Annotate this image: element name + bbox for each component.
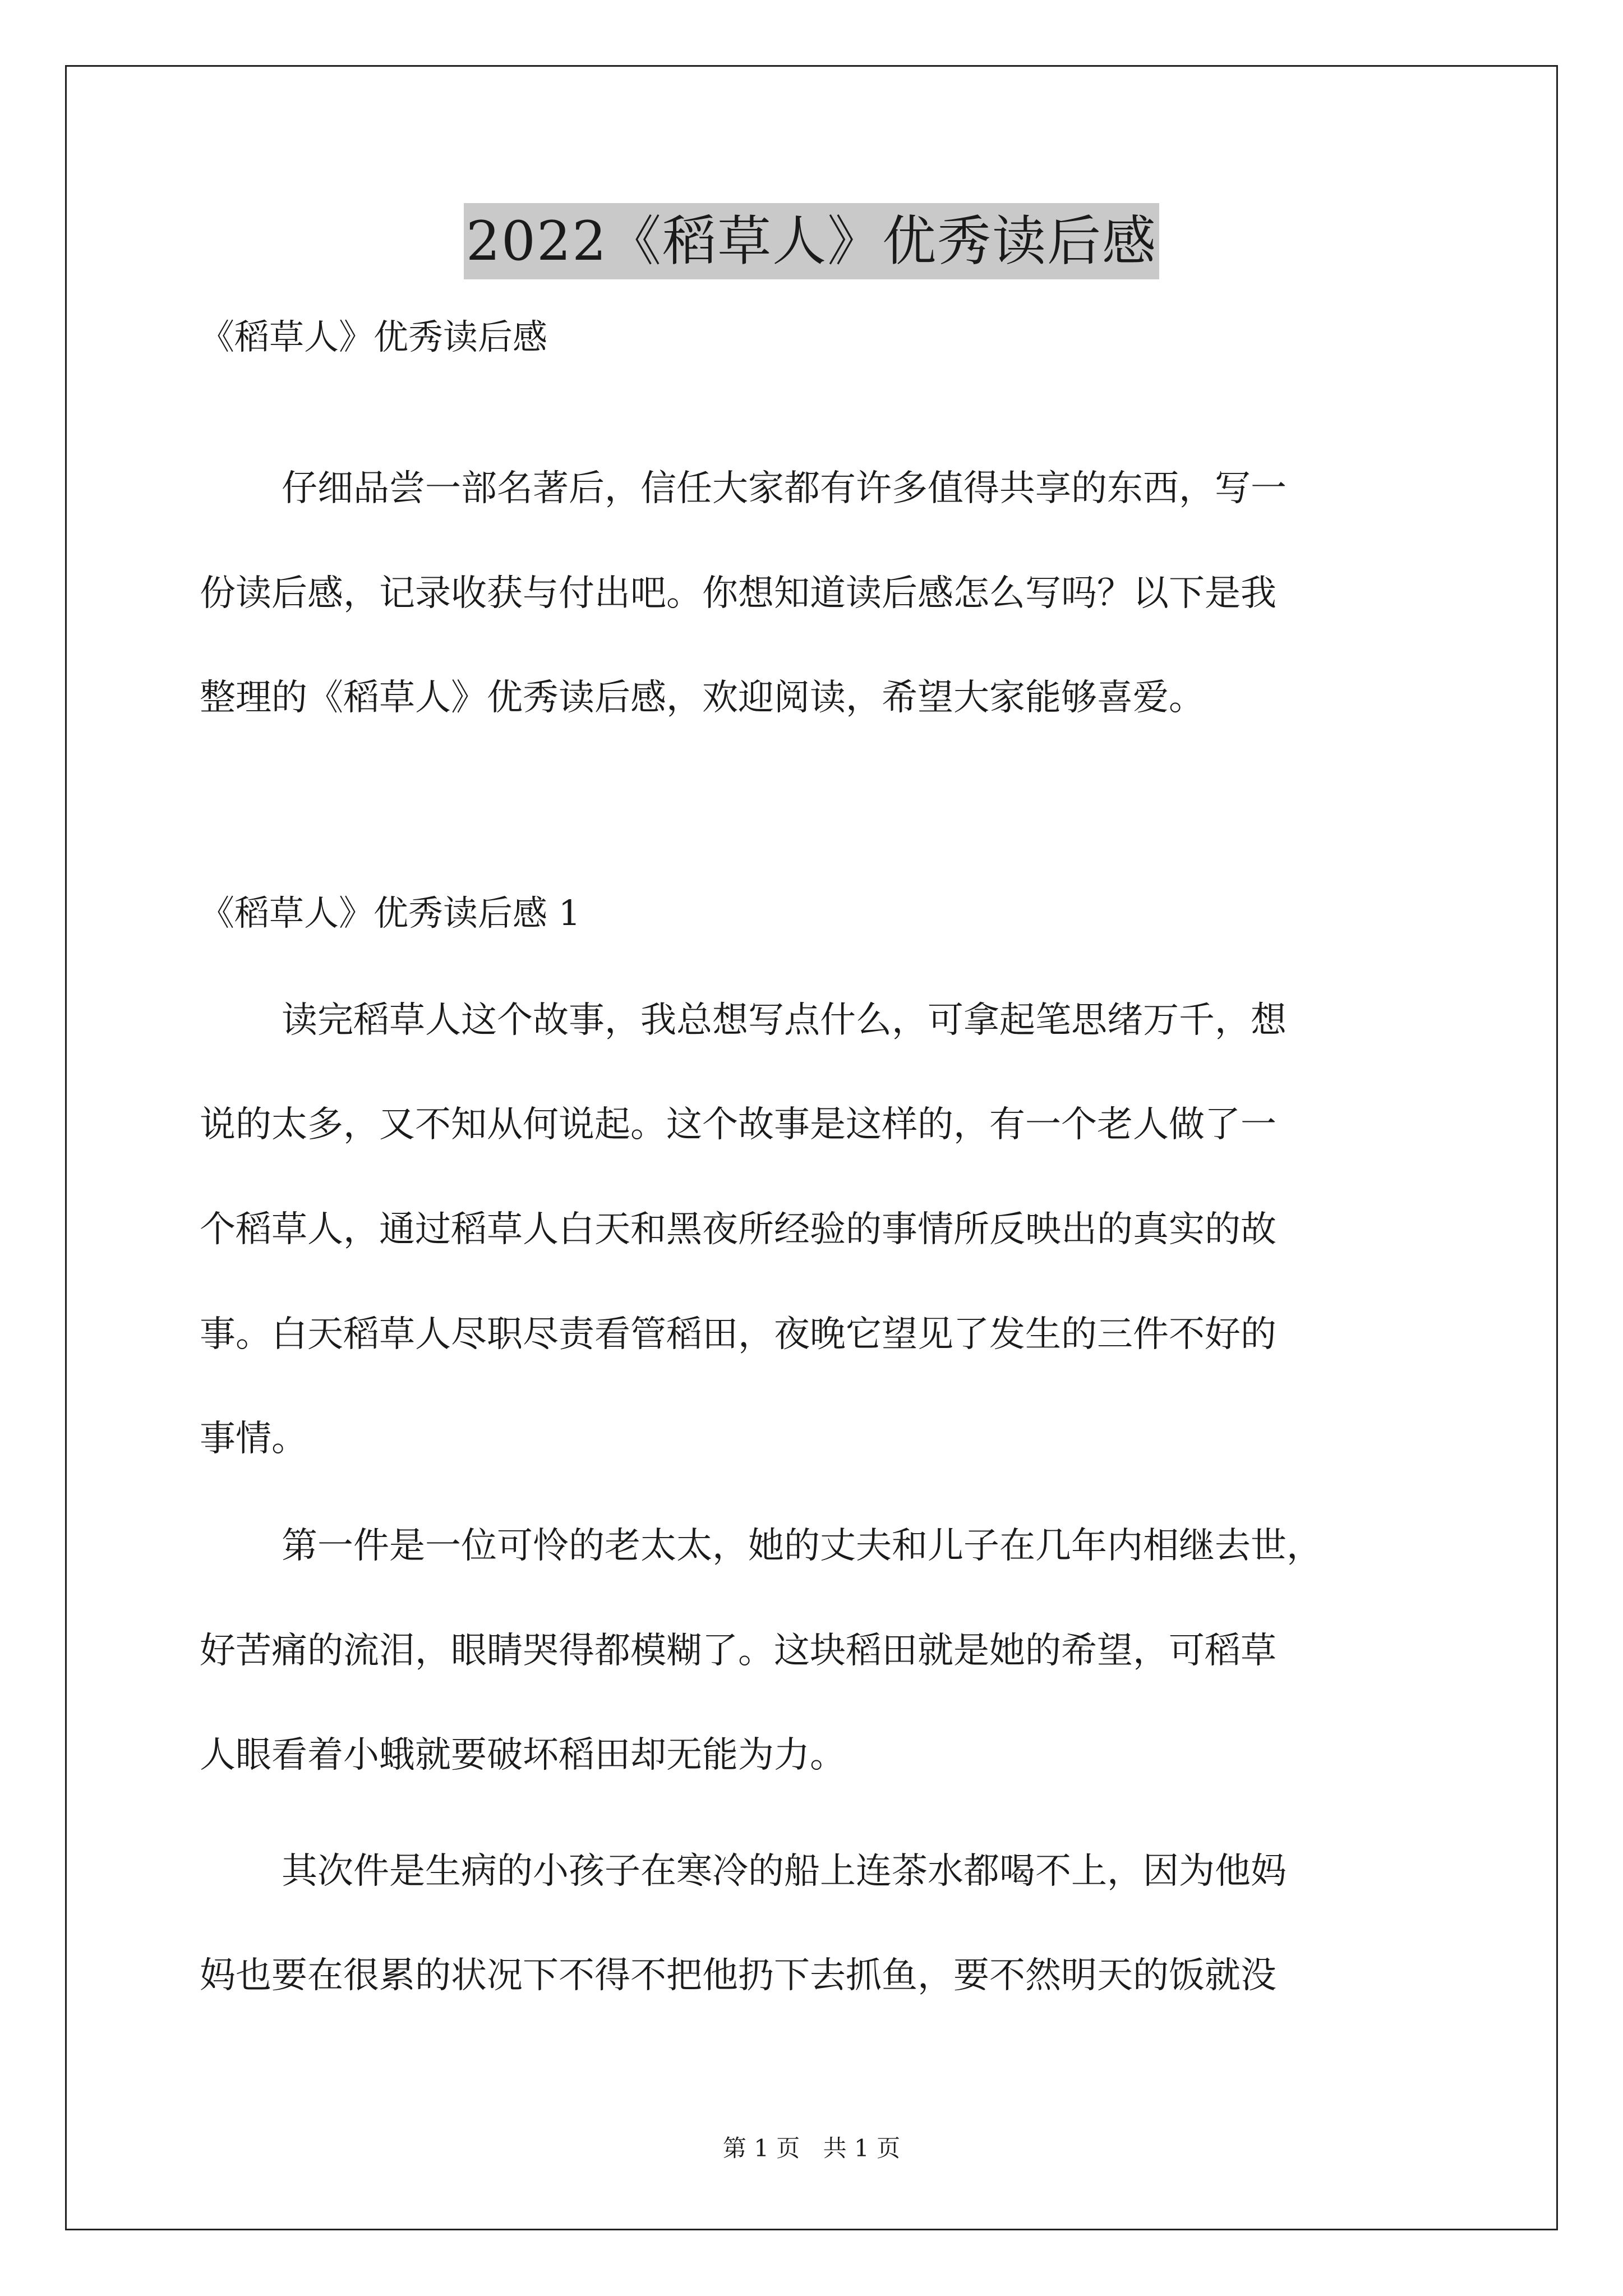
paragraph-line: 好苦痛的流泪，眼睛哭得都模糊了。这块稻田就是她的希望，可稻草 <box>200 1630 1276 1672</box>
paragraph-line: 其次件是生病的小孩子在寒冷的船上连茶水都喝不上，因为他妈 <box>282 1851 1287 1892</box>
paragraph-line: 第一件是一位可怜的老太太，她的丈夫和儿子在几年内相继去世， <box>282 1525 1322 1567</box>
page-number: 第 1 页 <box>722 2134 800 2162</box>
paragraph-line: 个稻草人，通过稻草人白天和黑夜所经验的事情所反映出的真实的故 <box>200 1209 1276 1250</box>
paragraph-line: 事情。 <box>200 1418 307 1460</box>
document-title: 2022《稻草人》优秀读后感 <box>464 203 1159 279</box>
intro-line: 整理的《稻草人》优秀读后感，欢迎阅读，希望大家能够喜爱。 <box>200 677 1205 719</box>
paragraph-line: 事。白天稻草人尽职尽责看管稻田，夜晚它望见了发生的三件不好的 <box>200 1314 1276 1355</box>
paragraph-line: 妈也要在很累的状况下不得不把他扔下去抓鱼，要不然明天的饭就没 <box>200 1955 1276 1996</box>
paragraph-line: 说的太多，又不知从何说起。这个故事是这样的，有一个老人做了一 <box>200 1104 1276 1145</box>
intro-line: 份读后感，记录收获与付出吧。你想知道读后感怎么写吗？以下是我 <box>200 573 1276 614</box>
intro-line: 仔细品尝一部名著后，信任大家都有许多值得共享的东西，写一 <box>282 468 1287 509</box>
paragraph-line: 人眼看着小蛾就要破坏稻田却无能为力。 <box>200 1734 846 1776</box>
title-wrap <box>0 203 1623 279</box>
section-heading: 《稻草人》优秀读后感 1 <box>200 892 581 933</box>
page-footer <box>0 2132 1623 2165</box>
page-total: 共 1 页 <box>823 2134 901 2162</box>
paragraph-line: 读完稻草人这个故事，我总想写点什么，可拿起笔思绪万千，想 <box>282 1000 1287 1041</box>
intro-heading: 《稻草人》优秀读后感 <box>200 316 548 357</box>
